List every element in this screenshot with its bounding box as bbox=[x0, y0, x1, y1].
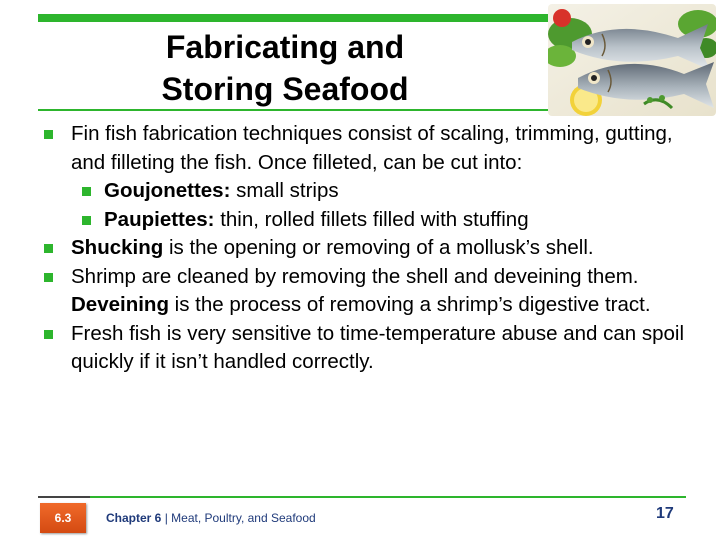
square-bullet-icon bbox=[82, 187, 91, 196]
list-item bbox=[44, 263, 704, 320]
bullet-list bbox=[44, 120, 704, 377]
definition: thin, rolled fillets filled with stuffing bbox=[214, 207, 529, 231]
list-item bbox=[44, 234, 704, 263]
list-item bbox=[44, 320, 704, 377]
term: Shucking bbox=[71, 236, 164, 259]
footer-separator: | bbox=[161, 511, 172, 525]
chapter-label: Chapter 6 bbox=[106, 511, 162, 525]
fish-illustration bbox=[548, 4, 716, 116]
definition: is the opening or removing of a mollusk’s shell. bbox=[163, 236, 594, 259]
fish-photo bbox=[548, 4, 716, 116]
item-text: Shrimp are cleaned by removing the shell and deveining them. bbox=[71, 264, 639, 288]
title-line-2: Storing Seafood bbox=[161, 71, 409, 107]
title-accent-bar bbox=[38, 14, 548, 22]
list-item bbox=[44, 120, 704, 177]
slide-title bbox=[120, 26, 450, 110]
square-bullet-icon bbox=[44, 130, 53, 139]
term: Goujonettes: bbox=[104, 179, 231, 202]
list-item bbox=[44, 177, 704, 206]
page-number: 17 bbox=[656, 505, 674, 522]
footer-rule-accent bbox=[38, 496, 90, 498]
section-badge: 6.3 bbox=[40, 503, 86, 533]
footer-rule bbox=[38, 496, 686, 498]
definition: small strips bbox=[230, 179, 339, 202]
square-bullet-icon bbox=[82, 216, 91, 225]
item-text: Fresh fish is very sensitive to time-temperature abuse and can spoil quickly if it isn’t handled correctly. bbox=[71, 321, 684, 373]
chapter-title: Meat, Poultry, and Seafood bbox=[171, 511, 316, 525]
title-line-1: Fabricating and bbox=[165, 29, 405, 65]
square-bullet-icon bbox=[44, 244, 53, 253]
square-bullet-icon bbox=[44, 330, 53, 339]
square-bullet-icon bbox=[44, 273, 53, 282]
term: Paupiettes: bbox=[104, 207, 215, 231]
term: Deveining bbox=[71, 293, 169, 316]
item-text: Fin fish fabrication techniques consist of scaling, trimming, gutting, and filleting the fish. Once filleted, can be cut into: bbox=[71, 122, 673, 174]
definition: is the process of removing a shrimp’s digestive tract. bbox=[168, 293, 651, 316]
list-item bbox=[44, 206, 704, 235]
footer-chapter bbox=[106, 511, 316, 525]
